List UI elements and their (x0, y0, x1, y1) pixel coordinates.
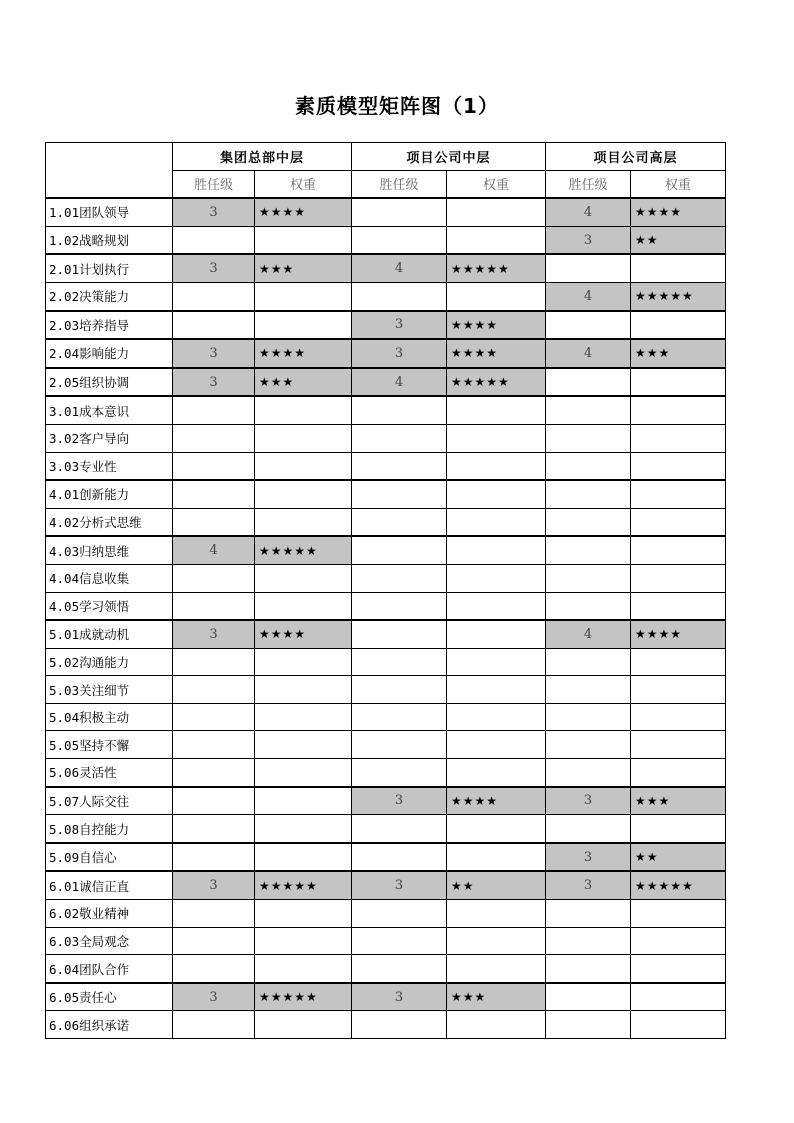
weight-stars-cell: ★★★ (631, 339, 726, 368)
competency-name: 4.04信息收集 (46, 564, 173, 592)
level-cell (352, 927, 447, 955)
table-row (46, 787, 726, 815)
level-cell (173, 955, 255, 983)
weight-stars-cell (631, 480, 726, 508)
level-header: 胜任级 (352, 170, 447, 198)
weight-stars-cell (631, 368, 726, 397)
level-cell (546, 564, 631, 592)
competency-name: 2.05组织协调 (46, 368, 173, 397)
table-row (46, 198, 726, 226)
level-cell (546, 452, 631, 480)
level-cell (546, 927, 631, 955)
level-cell (352, 226, 447, 254)
weight-header: 权重 (631, 170, 726, 198)
weight-stars-cell (631, 815, 726, 843)
level-cell (546, 592, 631, 620)
level-cell (352, 396, 447, 424)
weight-stars-cell: ★★ (631, 843, 726, 872)
level-header: 胜任级 (173, 170, 255, 198)
weight-stars-cell (255, 787, 352, 815)
table-row (46, 703, 726, 731)
weight-stars-cell (447, 592, 546, 620)
competency-name: 6.02敬业精神 (46, 900, 173, 928)
weight-stars-cell (447, 226, 546, 254)
weight-stars-cell (447, 480, 546, 508)
competency-name: 6.05责任心 (46, 983, 173, 1011)
weight-stars-cell (447, 424, 546, 452)
weight-stars-cell: ★★★★★ (447, 368, 546, 397)
table-row (46, 731, 726, 759)
table-row (46, 871, 726, 899)
weight-stars-cell (447, 452, 546, 480)
level-cell (173, 900, 255, 928)
level-cell (352, 759, 447, 787)
weight-header: 权重 (447, 170, 546, 198)
table-row (46, 254, 726, 282)
level-cell (352, 508, 447, 536)
level-cell (352, 620, 447, 648)
level-cell (546, 424, 631, 452)
level-cell (173, 703, 255, 731)
level-cell (546, 815, 631, 843)
level-cell (173, 311, 255, 340)
level-cell (546, 536, 631, 564)
weight-stars-cell (447, 955, 546, 983)
weight-stars-cell (255, 1011, 352, 1039)
weight-stars-cell (255, 396, 352, 424)
level-cell: 4 (546, 620, 631, 648)
weight-stars-cell (255, 759, 352, 787)
level-cell: 3 (546, 843, 631, 872)
weight-stars-cell (255, 900, 352, 928)
weight-stars-cell (255, 282, 352, 310)
level-cell (173, 508, 255, 536)
competency-name: 1.01团队领导 (46, 198, 173, 226)
weight-stars-cell: ★★ (447, 871, 546, 899)
weight-stars-cell (447, 1011, 546, 1039)
table-row (46, 396, 726, 424)
weight-stars-cell (631, 254, 726, 282)
level-cell: 3 (546, 787, 631, 815)
group-header: 项目公司高层 (546, 143, 726, 171)
weight-stars-cell (447, 648, 546, 676)
weight-stars-cell (631, 424, 726, 452)
competency-name: 3.02客户导向 (46, 424, 173, 452)
weight-stars-cell: ★★★★ (631, 620, 726, 648)
weight-header: 权重 (255, 170, 352, 198)
level-cell (546, 731, 631, 759)
weight-stars-cell (631, 592, 726, 620)
level-cell (173, 282, 255, 310)
level-cell: 3 (352, 311, 447, 340)
weight-stars-cell: ★★★ (255, 254, 352, 282)
table-row (46, 676, 726, 704)
competency-name: 3.01成本意识 (46, 396, 173, 424)
weight-stars-cell: ★★★★★ (447, 254, 546, 282)
table-row (46, 536, 726, 564)
weight-stars-cell: ★★★ (631, 787, 726, 815)
level-cell (352, 564, 447, 592)
competency-name: 5.04积极主动 (46, 703, 173, 731)
table-row (46, 955, 726, 983)
competency-name: 1.02战略规划 (46, 226, 173, 254)
level-cell (173, 564, 255, 592)
level-cell (173, 787, 255, 815)
weight-stars-cell (447, 564, 546, 592)
competency-name: 4.02分析式思维 (46, 508, 173, 536)
weight-stars-cell (631, 1011, 726, 1039)
level-cell (546, 648, 631, 676)
weight-stars-cell: ★★★ (447, 983, 546, 1011)
level-cell: 3 (546, 871, 631, 899)
level-cell: 4 (352, 368, 447, 397)
weight-stars-cell (447, 900, 546, 928)
weight-stars-cell (447, 536, 546, 564)
level-cell: 4 (546, 339, 631, 368)
table-row (46, 620, 726, 648)
level-cell (352, 731, 447, 759)
table-row (46, 592, 726, 620)
weight-stars-cell (447, 815, 546, 843)
weight-stars-cell: ★★★★ (631, 198, 726, 226)
table-body (46, 198, 726, 1038)
competency-name: 5.03关注细节 (46, 676, 173, 704)
table-row (46, 983, 726, 1011)
weight-stars-cell (255, 703, 352, 731)
competency-name: 5.02沟通能力 (46, 648, 173, 676)
competency-name: 2.01计划执行 (46, 254, 173, 282)
level-cell (173, 759, 255, 787)
competency-name: 5.07人际交往 (46, 787, 173, 815)
weight-stars-cell (631, 648, 726, 676)
weight-stars-cell: ★★ (631, 226, 726, 254)
weight-stars-cell (255, 452, 352, 480)
weight-stars-cell (631, 508, 726, 536)
level-cell (352, 282, 447, 310)
level-cell: 4 (546, 282, 631, 310)
table-row (46, 368, 726, 397)
level-cell (546, 983, 631, 1011)
weight-stars-cell (631, 396, 726, 424)
weight-stars-cell (631, 983, 726, 1011)
level-cell (173, 480, 255, 508)
level-cell (546, 759, 631, 787)
competency-name: 5.06灵活性 (46, 759, 173, 787)
level-cell (546, 703, 631, 731)
weight-stars-cell: ★★★★★ (255, 871, 352, 899)
competency-name: 2.04影响能力 (46, 339, 173, 368)
competency-name: 6.01诚信正直 (46, 871, 173, 899)
group-header: 项目公司中层 (352, 143, 546, 171)
level-cell: 3 (546, 226, 631, 254)
weight-stars-cell (255, 508, 352, 536)
weight-stars-cell (631, 759, 726, 787)
weight-stars-cell: ★★★★ (447, 787, 546, 815)
level-cell (173, 676, 255, 704)
weight-stars-cell (255, 843, 352, 872)
weight-stars-cell (631, 311, 726, 340)
level-cell: 3 (352, 983, 447, 1011)
weight-stars-cell (631, 927, 726, 955)
weight-stars-cell (631, 536, 726, 564)
level-cell (352, 900, 447, 928)
weight-stars-cell (447, 198, 546, 226)
level-cell (352, 676, 447, 704)
table-row (46, 452, 726, 480)
level-cell (173, 226, 255, 254)
table-row (46, 648, 726, 676)
table-row (46, 815, 726, 843)
level-cell (546, 480, 631, 508)
table-row (46, 480, 726, 508)
weight-stars-cell (631, 731, 726, 759)
level-cell: 3 (173, 254, 255, 282)
level-cell (173, 731, 255, 759)
level-cell (352, 480, 447, 508)
weight-stars-cell (255, 955, 352, 983)
table-row (46, 843, 726, 872)
level-cell (546, 1011, 631, 1039)
competency-name: 3.03专业性 (46, 452, 173, 480)
table-row (46, 759, 726, 787)
level-cell: 4 (546, 198, 631, 226)
table-row (46, 564, 726, 592)
weight-stars-cell (255, 648, 352, 676)
weight-stars-cell (255, 311, 352, 340)
competency-name: 4.03归纳思维 (46, 536, 173, 564)
level-cell: 3 (352, 871, 447, 899)
level-header: 胜任级 (546, 170, 631, 198)
weight-stars-cell (447, 282, 546, 310)
weight-stars-cell (255, 480, 352, 508)
level-cell (352, 424, 447, 452)
page-title: 素质模型矩阵图（1） (295, 94, 499, 118)
competency-name: 5.09自信心 (46, 843, 173, 872)
level-cell (546, 955, 631, 983)
weight-stars-cell: ★★★★★ (631, 282, 726, 310)
level-cell (173, 396, 255, 424)
competency-name: 6.03全局观念 (46, 927, 173, 955)
level-cell (173, 452, 255, 480)
level-cell (546, 676, 631, 704)
group-header: 集团总部中层 (173, 143, 352, 171)
level-cell (173, 843, 255, 872)
level-cell (546, 900, 631, 928)
level-cell (352, 452, 447, 480)
weight-stars-cell (447, 759, 546, 787)
level-cell (546, 508, 631, 536)
level-cell (352, 536, 447, 564)
table-row (46, 1011, 726, 1039)
level-cell (352, 815, 447, 843)
level-cell: 3 (173, 983, 255, 1011)
competency-name: 2.02决策能力 (46, 282, 173, 310)
level-cell (352, 955, 447, 983)
table-row (46, 226, 726, 254)
weight-stars-cell (255, 564, 352, 592)
weight-stars-cell: ★★★★ (255, 339, 352, 368)
weight-stars-cell (631, 452, 726, 480)
level-cell: 3 (352, 339, 447, 368)
weight-stars-cell (447, 396, 546, 424)
competency-name: 4.05学习领悟 (46, 592, 173, 620)
table-row (46, 311, 726, 340)
weight-stars-cell (447, 703, 546, 731)
competency-name: 5.01成就动机 (46, 620, 173, 648)
table-row (46, 339, 726, 368)
weight-stars-cell: ★★★★ (447, 311, 546, 340)
level-cell (173, 927, 255, 955)
weight-stars-cell (255, 927, 352, 955)
competency-name: 5.08自控能力 (46, 815, 173, 843)
level-cell (173, 424, 255, 452)
level-cell (173, 648, 255, 676)
weight-stars-cell: ★★★★ (447, 339, 546, 368)
weight-stars-cell (255, 424, 352, 452)
competency-name: 2.03培养指导 (46, 311, 173, 340)
level-cell (546, 311, 631, 340)
table-row (46, 508, 726, 536)
weight-stars-cell (447, 843, 546, 872)
level-cell: 3 (173, 198, 255, 226)
level-cell: 3 (173, 620, 255, 648)
weight-stars-cell (447, 731, 546, 759)
level-cell: 3 (352, 787, 447, 815)
level-cell (352, 703, 447, 731)
level-cell (352, 592, 447, 620)
weight-stars-cell: ★★★★★ (255, 983, 352, 1011)
level-cell: 3 (173, 368, 255, 397)
level-cell (546, 368, 631, 397)
weight-stars-cell: ★★★★ (255, 198, 352, 226)
level-cell (352, 1011, 447, 1039)
level-cell (352, 648, 447, 676)
weight-stars-cell (631, 955, 726, 983)
table-row (46, 900, 726, 928)
weight-stars-cell (447, 927, 546, 955)
weight-stars-cell (255, 592, 352, 620)
weight-stars-cell: ★★★★★ (631, 871, 726, 899)
level-cell: 3 (173, 339, 255, 368)
level-cell (173, 1011, 255, 1039)
weight-stars-cell (447, 508, 546, 536)
competency-name: 6.04团队合作 (46, 955, 173, 983)
weight-stars-cell: ★★★★★ (255, 536, 352, 564)
corner-cell (46, 143, 173, 199)
weight-stars-cell (447, 676, 546, 704)
weight-stars-cell (631, 676, 726, 704)
competency-name: 5.05坚持不懈 (46, 731, 173, 759)
weight-stars-cell (255, 731, 352, 759)
competency-name: 4.01创新能力 (46, 480, 173, 508)
level-cell: 4 (352, 254, 447, 282)
level-cell (546, 396, 631, 424)
competency-name: 6.06组织承诺 (46, 1011, 173, 1039)
weight-stars-cell (255, 226, 352, 254)
weight-stars-cell: ★★★★ (255, 620, 352, 648)
weight-stars-cell (255, 815, 352, 843)
weight-stars-cell (631, 564, 726, 592)
weight-stars-cell (631, 703, 726, 731)
weight-stars-cell: ★★★ (255, 368, 352, 397)
table-row (46, 424, 726, 452)
table-row (46, 282, 726, 310)
level-cell (352, 198, 447, 226)
level-cell (546, 254, 631, 282)
weight-stars-cell (447, 620, 546, 648)
group-header-row (46, 143, 726, 171)
level-cell (173, 815, 255, 843)
competency-matrix-table (45, 142, 726, 1039)
level-cell: 3 (173, 871, 255, 899)
level-cell: 4 (173, 536, 255, 564)
level-cell (352, 843, 447, 872)
level-cell (173, 592, 255, 620)
table-row (46, 927, 726, 955)
weight-stars-cell (631, 900, 726, 928)
weight-stars-cell (255, 676, 352, 704)
